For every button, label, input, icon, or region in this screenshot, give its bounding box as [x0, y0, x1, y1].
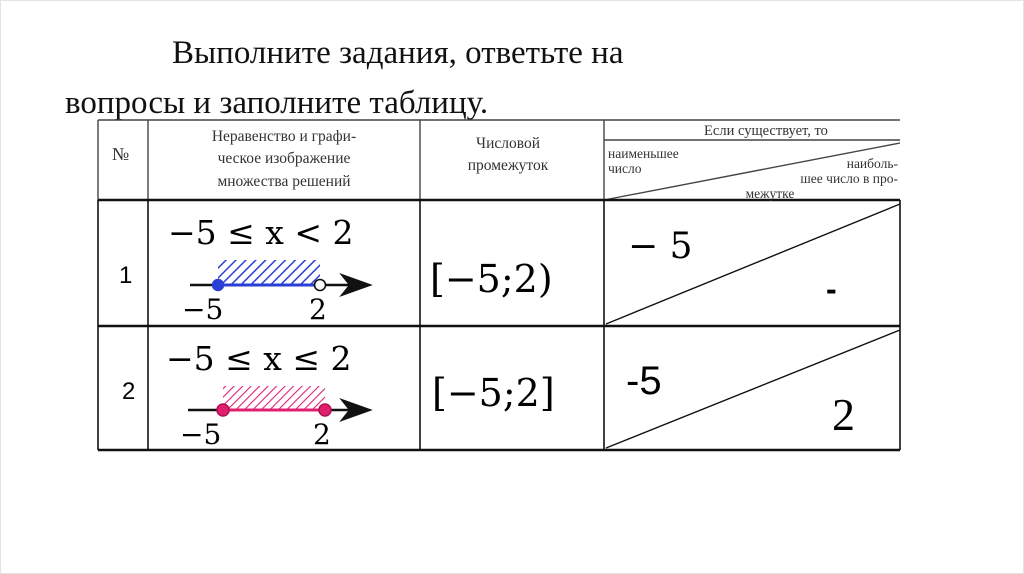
- table-row-1: [119, 213, 837, 326]
- row-1-inequality: −5 ≤ x < 2: [168, 213, 354, 252]
- row-1-solution-hatch: [218, 260, 320, 284]
- row-2-smallest: -5: [626, 359, 662, 403]
- row-1-smallest: − 5: [628, 226, 693, 267]
- header-inequality-line-1: Неравенство и графи-: [211, 128, 357, 145]
- row-2-largest: 2: [832, 389, 855, 440]
- row-1-axis-right-label: 2: [309, 293, 327, 326]
- row-1-right-point: [315, 280, 326, 291]
- header-largest-line-1: наиболь-: [846, 156, 898, 171]
- header-smallest-line-1: наименьшее: [608, 146, 679, 161]
- row-1-interval: [−5;2): [430, 257, 553, 301]
- row-1-left-point: [213, 280, 224, 291]
- row-2-axis-left-label: −5: [180, 418, 222, 451]
- header-largest-line-2: шее число в про-: [800, 171, 898, 186]
- table-row-2: [122, 339, 855, 451]
- header-interval-line-1: Числовой: [476, 135, 540, 152]
- header-inequality-line-2: ческое изображение: [217, 150, 351, 167]
- row-2-interval: [−5;2]: [432, 371, 555, 415]
- header-number: №: [112, 144, 130, 164]
- row-2-left-point: [217, 404, 229, 416]
- table-headers: [112, 123, 899, 201]
- title-line-2: вопросы и заполните таблицу.: [65, 85, 489, 121]
- row-2-right-point: [319, 404, 331, 416]
- header-extreme-top: Если существует, то: [704, 123, 828, 139]
- header-largest-line-3: межутке: [745, 186, 795, 201]
- row-1-axis-left-label: −5: [182, 293, 224, 326]
- row-1-largest: -: [826, 271, 837, 307]
- row-2-axis-right-label: 2: [313, 418, 331, 451]
- header-smallest-line-2: число: [608, 161, 642, 176]
- row-2-inequality: −5 ≤ x ≤ 2: [166, 339, 352, 378]
- row-2-solution-hatch: [223, 386, 325, 410]
- title-line-1: Выполните задания, ответьте на: [172, 35, 624, 71]
- header-inequality-line-3: множества решений: [217, 173, 351, 190]
- header-interval-line-2: промежуток: [467, 157, 549, 174]
- row-2-number: 2: [122, 378, 136, 405]
- row-1-number: 1: [119, 262, 133, 289]
